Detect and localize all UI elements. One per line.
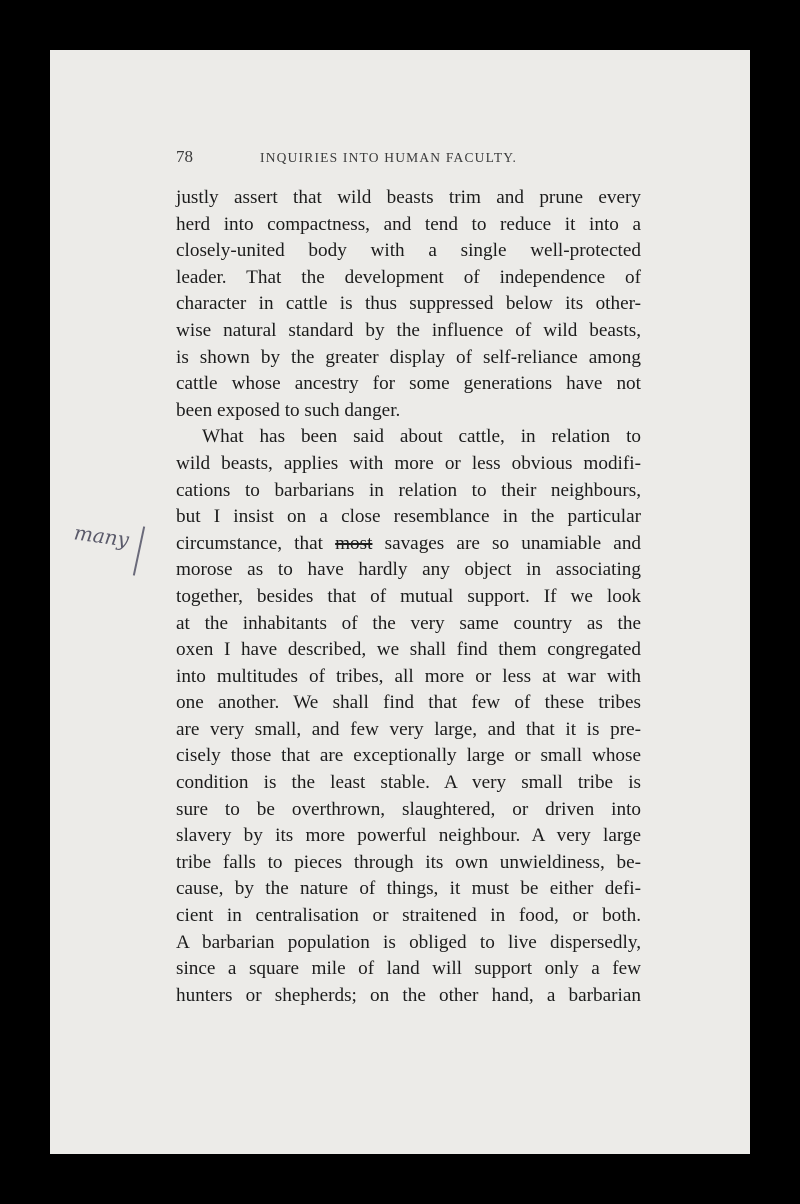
- text-line: one another. We shall find that few of these tribes: [176, 692, 641, 714]
- text-line: together, besides that of mutual support. If we look: [176, 585, 641, 607]
- text-line: oxen I have described, we shall find them congregated: [176, 639, 641, 661]
- text-line: condition is the least stable. A very small tribe is: [176, 772, 641, 794]
- text-line: is shown by the greater display of self-reliance among: [176, 346, 641, 368]
- text-line: closely-united body with a single well-protected: [176, 240, 641, 262]
- text-line: leader. That the development of independence of: [176, 266, 641, 288]
- text-line: cisely those that are exceptionally large or small whose: [176, 745, 641, 767]
- running-head: INQUIRIES INTO HUMAN FACULTY.: [260, 150, 518, 165]
- handwritten-margin-note: many: [72, 520, 131, 552]
- text-line: herd into compactness, and tend to reduce it into a: [176, 213, 641, 235]
- text-line: slavery by its more powerful neighbour. A very large: [176, 825, 641, 847]
- text-line: at the inhabitants of the very same country as the: [176, 612, 641, 634]
- text-line: hunters or shepherds; on the other hand, a barbarian: [176, 984, 641, 1006]
- text-line: are very small, and few very large, and that it is pre-: [176, 718, 641, 740]
- text-line: justly assert that wild beasts trim and prune every: [176, 187, 641, 208]
- struck-word: most: [335, 532, 373, 554]
- text-line: been exposed to such danger.: [176, 399, 401, 421]
- text-line: since a square mile of land will support only a few: [176, 958, 641, 980]
- text-line: wise natural standard by the influence of wild beasts,: [176, 319, 641, 341]
- text-line: cattle whose ancestry for some generations have not: [176, 373, 641, 395]
- page-number: 78: [176, 147, 193, 166]
- text-line: What has been said about cattle, in relation to: [202, 426, 641, 448]
- text-line: but I insist on a close resemblance in the particular: [176, 506, 641, 528]
- text-fragment: savages are so unamiable and: [372, 532, 642, 554]
- page-header: [176, 147, 646, 171]
- text-fragment: circumstance, that: [176, 532, 336, 554]
- text-line: character in cattle is thus suppressed below its other-: [176, 293, 641, 315]
- text-line: [176, 531, 641, 558]
- text-line: wild beasts, applies with more or less obvious modifi-: [176, 452, 641, 474]
- body-text: [176, 185, 641, 1009]
- text-line: into multitudes of tribes, all more or less at war with: [176, 665, 641, 687]
- text-line: sure to be overthrown, slaughtered, or driven into: [176, 798, 641, 820]
- text-line: cient in centralisation or straitened in food, or both.: [176, 905, 641, 927]
- text-line: morose as to have hardly any object in associating: [176, 559, 641, 581]
- text-line: tribe falls to pieces through its own unwieldiness, be-: [176, 851, 641, 873]
- text-line: cause, by the nature of things, it must be either defi-: [176, 878, 641, 900]
- text-line: A barbarian population is obliged to live dispersedly,: [176, 931, 641, 953]
- text-line: cations to barbarians in relation to their neighbours,: [176, 479, 641, 501]
